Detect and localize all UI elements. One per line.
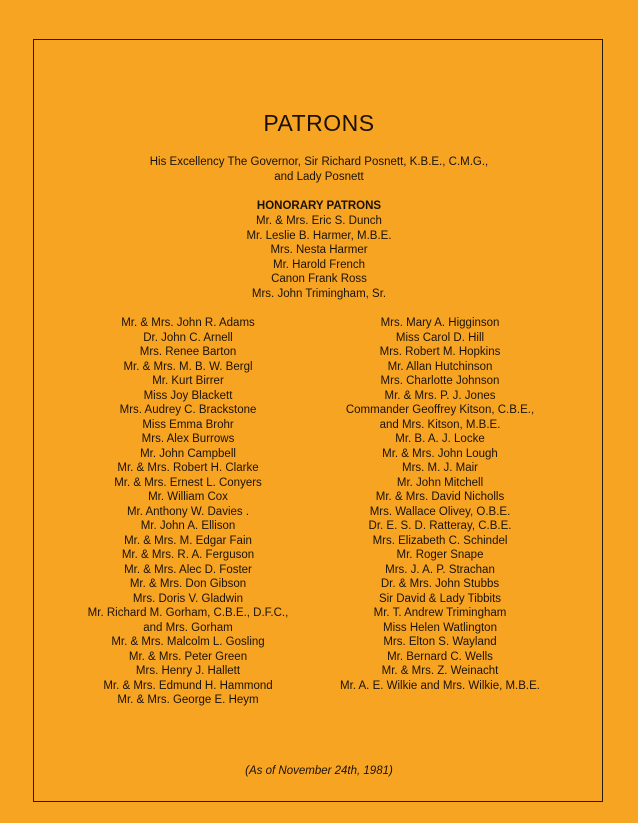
honorary-patrons-heading: HONORARY PATRONS bbox=[256, 200, 382, 212]
list-item: Mr. Harold French bbox=[272, 258, 366, 271]
list-item: Mrs. Charlotte Johnson bbox=[380, 375, 500, 387]
list-item: Mr. & Mrs. Robert H. Clarke bbox=[117, 462, 259, 474]
list-item: Miss Joy Blackett bbox=[143, 389, 233, 402]
governor-line: His Excellency The Governor, Sir Richard Posnett, K.B.E., C.M.G., bbox=[149, 156, 489, 168]
list-item: Dr. E. S. D. Ratteray, C.B.E. bbox=[368, 520, 512, 532]
list-item: Mr. Anthony W. Davies . bbox=[126, 505, 250, 518]
list-item: Mr. Roger Snape bbox=[396, 549, 484, 561]
list-item: Mrs. Wallace Olivey, O.B.E. bbox=[369, 505, 511, 518]
list-item: Mrs. Alex Burrows bbox=[141, 433, 235, 445]
list-item: Dr. & Mrs. John Stubbs bbox=[380, 578, 500, 590]
list-item: Mr. & Mrs. John R. Adams bbox=[121, 317, 255, 329]
list-item: Mrs. Renee Barton bbox=[139, 346, 237, 358]
list-item: Mrs. Henry J. Hallett bbox=[135, 665, 241, 677]
list-item: Mr. & Mrs. Peter Green bbox=[128, 650, 248, 663]
list-item: Mr. A. E. Wilkie and Mrs. Wilkie, M.B.E. bbox=[339, 679, 540, 692]
list-item: Canon Frank Ross bbox=[271, 273, 367, 285]
list-item: Mr. & Mrs. R. A. Ferguson bbox=[121, 549, 255, 561]
as-of-date-note: (As of November 24th, 1981) bbox=[245, 765, 393, 777]
list-item: Mr. B. A. J. Locke bbox=[395, 433, 485, 445]
list-item: Mrs. J. A. P. Strachan bbox=[385, 563, 495, 576]
list-item: Mr. Kurt Birrer bbox=[152, 375, 224, 387]
list-item: Miss Helen Watlington bbox=[383, 621, 497, 634]
list-item: Mr. Allan Hutchinson bbox=[387, 360, 493, 373]
list-item: Mrs. Nesta Harmer bbox=[270, 244, 368, 256]
list-item: Mr. John A. Ellison bbox=[140, 520, 236, 532]
list-item: Mr. Richard M. Gorham, C.B.E., D.F.C., bbox=[87, 607, 289, 619]
list-item: Mr. & Mrs. Don Gibson bbox=[129, 578, 247, 590]
list-item: Mrs. Doris V. Gladwin bbox=[132, 592, 244, 605]
list-item: Mr. & Mrs. Malcolm L. Gosling bbox=[111, 636, 265, 648]
list-item: Mrs. Elton S. Wayland bbox=[383, 636, 497, 648]
list-item: Mr. William Cox bbox=[148, 491, 228, 503]
patrons-right-column bbox=[318, 316, 562, 693]
list-item: Mr. Bernard C. Wells bbox=[387, 650, 493, 663]
list-item: Mr. & Mrs. M. Edgar Fain bbox=[124, 534, 252, 547]
list-item: Mrs. Robert M. Hopkins bbox=[379, 346, 501, 358]
list-item: Sir David & Lady Tibbits bbox=[378, 592, 502, 605]
list-item: Mrs. Elizabeth C. Schindel bbox=[372, 534, 508, 547]
list-item: Mr. & Mrs. Alec D. Foster bbox=[124, 563, 252, 576]
list-item: Mrs. Mary A. Higginson bbox=[380, 317, 500, 329]
list-item: Mr. & Mrs. Eric S. Dunch bbox=[256, 215, 382, 227]
list-item: Miss Emma Brohr bbox=[142, 418, 234, 431]
list-item: Miss Carol D. Hill bbox=[395, 331, 485, 344]
list-item: Mrs. Audrey C. Brackstone bbox=[119, 404, 257, 416]
list-item: Commander Geoffrey Kitson, C.B.E., bbox=[345, 404, 535, 416]
governor-line: and Lady Posnett bbox=[274, 170, 364, 183]
list-item: and Mrs. Kitson, M.B.E. bbox=[379, 418, 501, 431]
list-item: Mrs. M. J. Mair bbox=[401, 462, 479, 474]
list-item: Mr. John Mitchell bbox=[396, 476, 484, 489]
list-item: Mr. & Mrs. Edmund H. Hammond bbox=[103, 679, 273, 692]
governor-patron bbox=[0, 155, 638, 184]
list-item: Mr. & Mrs. P. J. Jones bbox=[384, 389, 496, 402]
list-item: Mr. John Campbell bbox=[140, 447, 236, 460]
list-item: Mr. & Mrs. George E. Heym bbox=[117, 694, 259, 706]
list-item: Mr. & Mrs. M. B. W. Bergl bbox=[123, 360, 253, 373]
list-item: and Mrs. Gorham bbox=[143, 621, 233, 634]
page-title: PATRONS bbox=[263, 110, 375, 136]
list-item: Mr. & Mrs. John Lough bbox=[382, 447, 498, 460]
list-item: Mr. & Mrs. Ernest L. Conyers bbox=[114, 476, 262, 489]
honorary-patrons-list bbox=[0, 214, 638, 301]
list-item: Mrs. John Trimingham, Sr. bbox=[251, 287, 387, 300]
list-item: Dr. John C. Arnell bbox=[143, 331, 233, 344]
patrons-left-column bbox=[66, 316, 310, 708]
list-item: Mr. & Mrs. David Nicholls bbox=[375, 491, 505, 503]
list-item: Mr. T. Andrew Trimingham bbox=[373, 607, 507, 619]
list-item: Mr. Leslie B. Harmer, M.B.E. bbox=[246, 229, 392, 242]
list-item: Mr. & Mrs. Z. Weinacht bbox=[381, 665, 499, 677]
